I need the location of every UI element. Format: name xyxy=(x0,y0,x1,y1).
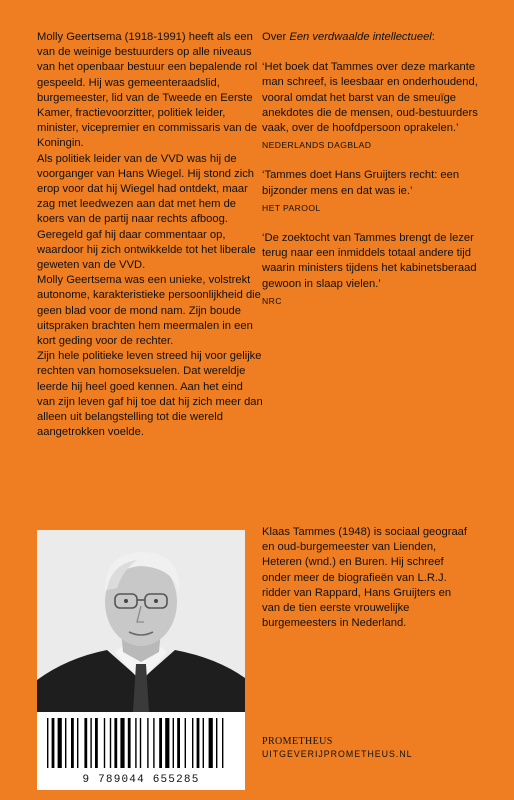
reviews-heading xyxy=(262,30,494,45)
bio-paragraph: Molly Geertsema (1918-1991) heeft als een van de weinige bestuurders op alle niveaus van het openbaar bestuur een bepalende rol gespeeld. Hij was gemeenteraadslid, burgemeester, lid van de Tweede en Eerste Kamer, fractievoorzitter, politiek leider, minister, vicepremier en commissaris van de Koningin. xyxy=(37,31,258,150)
review-source: HET PAROOL xyxy=(262,202,321,213)
barcode-bar xyxy=(192,718,193,768)
barcode-bar xyxy=(104,718,105,768)
barcode-bars xyxy=(37,712,245,772)
barcode-bar xyxy=(110,718,111,768)
review-quote: ‘Het boek dat Tammes over deze markante man schreef, is leesbaar en onderhoudend, vooral omdat het barst van de smeuïge anekdotes die de mensen, oud-bestuurders vaak, over de hoofdpersoon oprakelen.’ xyxy=(262,61,478,135)
publisher-url: UITGEVERIJPROMETHEUS.NL xyxy=(262,749,413,759)
bio-paragraph: Zijn hele politieke leven streed hij voor gelijke rechten van homoseksuelen. Dat wereldje leerde hij heel goed kennen. Aan het eind van zijn leven gaf hij toe dat hij zich meer dan alleen uit belangstelling tot die wereld aangetrokken voelde. xyxy=(37,350,263,439)
author-bio xyxy=(262,525,472,631)
barcode-bar xyxy=(128,718,131,768)
barcode-bar xyxy=(173,718,174,768)
review-quote: ‘De zoektocht van Tammes brengt de lezer terug naar een inmiddels totaal andere tijd waarin ministers tijdens het kabinetsberaad gewoon in slaap vielen.’ xyxy=(262,232,477,290)
barcode-bar xyxy=(58,718,62,768)
barcode-number: 9 789044 655285 xyxy=(82,774,200,786)
barcode-bar xyxy=(47,718,48,768)
reviews-heading-title: Een verdwaalde intellectueel xyxy=(289,31,432,43)
barcode-bar xyxy=(147,718,148,768)
author-photo xyxy=(37,530,245,712)
barcode-bar xyxy=(140,718,141,768)
publisher-logo: PROMETHEUS xyxy=(262,736,333,747)
bio-column xyxy=(37,30,263,440)
barcode-bar xyxy=(71,718,74,768)
review-quote: ‘Tammes doet Hans Gruijters recht: een bijzonder mens en dat was ie.’ xyxy=(262,169,460,197)
bio-paragraph: Als politiek leider van de VVD was hij de voorganger van Hans Wiegel. Hij stond zich erop voor dat hij Wiegel had ontdekt, maar zag met leedwezen aan dat met hem de koers van de partij naar rechts afboog. Geregeld gaf hij daar commentaar op, waardoor hij zich ontwikkelde tot het liberale geweten van de VVD. xyxy=(37,152,256,272)
reviews-heading-suffix: : xyxy=(431,31,435,43)
barcode-bar xyxy=(185,718,186,768)
author-portrait-image xyxy=(37,530,245,712)
barcode-bar xyxy=(84,718,87,768)
barcode-bar xyxy=(165,718,169,768)
barcode-bar xyxy=(222,718,223,768)
barcode-bar xyxy=(197,718,200,768)
barcode-bar xyxy=(153,718,154,768)
review-source: NRC xyxy=(262,295,282,306)
barcode-bar xyxy=(90,718,91,768)
barcode-bar xyxy=(52,718,55,768)
author-bio-text: Klaas Tammes (1948) is sociaal geograaf en oud-burgemeester van Lienden, Heteren (wnd.) en Buren. Hij schreef onder meer de biografieën van L.R.J. ridder van Rappard, Hans Gruijters en van de tien eerste vrouwelijke burgemeesters in Nederland. xyxy=(262,526,468,630)
barcode-bar xyxy=(177,718,180,768)
barcode-bar xyxy=(114,718,117,768)
publisher-block xyxy=(262,736,413,759)
bio-paragraph: Molly Geertsema was een unieke, volstrekt autonome, karakteristieke persoonlijkheid die geen blad voor de mond nam. Zijn boude uitspraken brachten hem meermalen in een kort geding voor de rechter. xyxy=(37,274,261,348)
barcode-bar xyxy=(203,718,204,768)
reviews-column xyxy=(262,30,494,324)
barcode-bar xyxy=(135,718,136,768)
barcode-bar xyxy=(159,718,162,768)
reviews-heading-prefix: Over xyxy=(262,31,290,43)
barcode-bar xyxy=(120,718,124,768)
review-source: NEDERLANDS DAGBLAD xyxy=(262,140,372,151)
barcode-bar xyxy=(95,718,98,768)
barcode xyxy=(37,712,245,790)
barcode-bar xyxy=(65,718,66,768)
barcode-bar xyxy=(77,718,78,768)
barcode-bar xyxy=(209,718,213,768)
barcode-bar xyxy=(216,718,217,768)
